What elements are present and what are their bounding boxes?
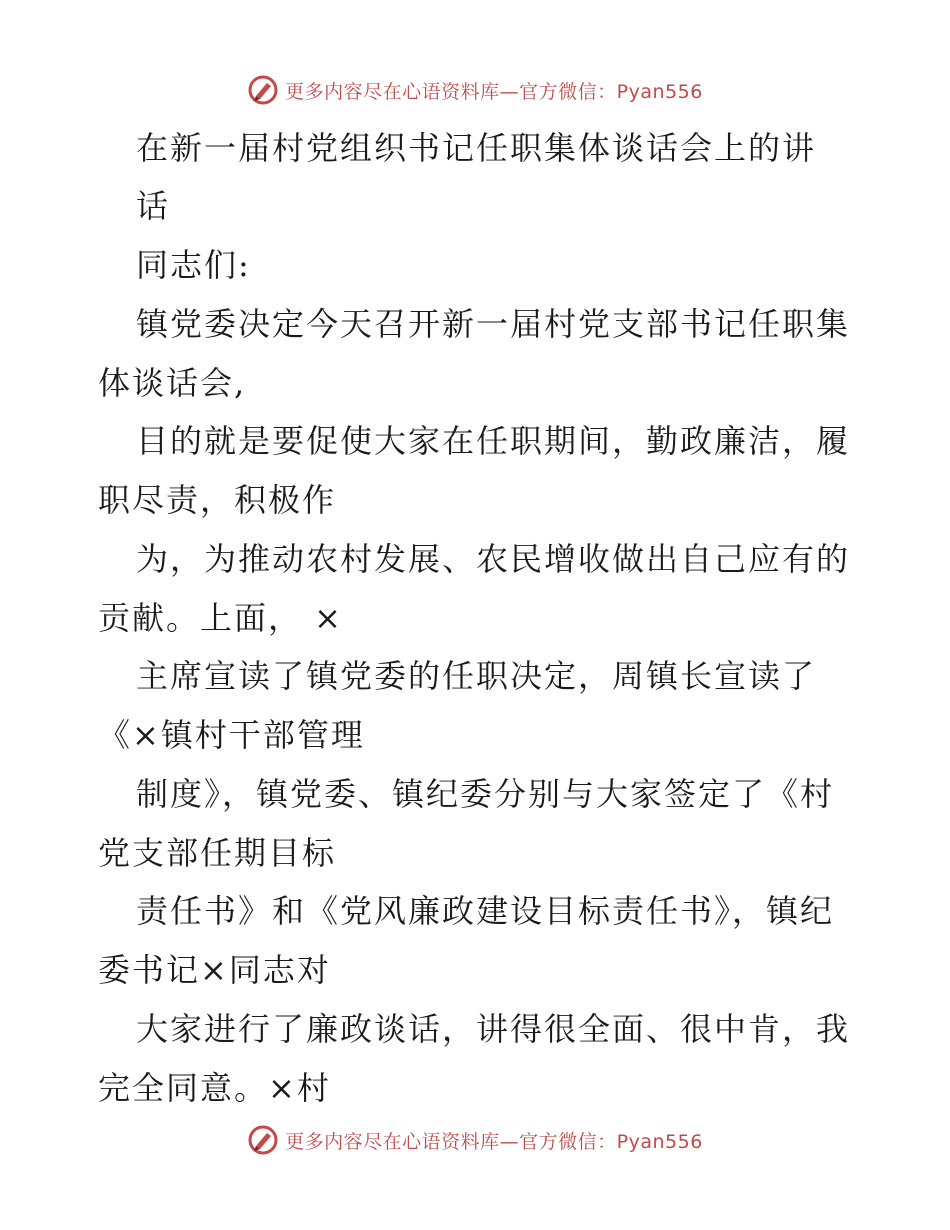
paragraph-line: 镇党委决定今天召开新一届村党支部书记任职集 (136, 305, 851, 343)
paragraph-line: 体谈话会, (98, 364, 247, 402)
pen-logo-icon (247, 1124, 279, 1156)
paragraph-line: 责任书》和《党风廉政建设目标责任书》，镇纪 (136, 892, 835, 930)
pen-logo-icon (247, 74, 279, 106)
paragraph-line: 职尽责，积极作 (98, 481, 337, 519)
paragraph-line: 党支部任期目标 (98, 834, 337, 872)
paragraph-line: 为，为推动农村发展、农民增收做出自己应有的 (136, 540, 851, 578)
footer-banner (0, 1120, 950, 1160)
paragraph-line: 目的就是要促使大家在任职期间，勤政廉洁，履 (136, 422, 851, 460)
header-banner (0, 70, 950, 110)
paragraph-line: 主席宣读了镇党委的任职决定，周镇长宣读了 (136, 657, 817, 695)
paragraph-line: 《×镇村干部管理 (98, 716, 365, 754)
footer-banner-text: 更多内容尽在心语资料库—官方微信：Pyan556 (285, 1130, 703, 1153)
title-line-1: 在新一届村党组织书记任职集体谈话会上的讲 (136, 129, 817, 167)
paragraph-line: 贡献。上面， × (98, 599, 343, 637)
title-line-2: 话 (136, 187, 171, 225)
paragraph-line: 大家进行了廉政谈话，讲得很全面、很中肯，我 (136, 1010, 851, 1048)
header-banner-text: 更多内容尽在心语资料库—官方微信：Pyan556 (285, 80, 703, 103)
salutation: 同志们: (136, 246, 251, 284)
paragraph-line: 委书记×同志对 (98, 951, 331, 989)
paragraph-line: 完全同意。×村 (98, 1069, 331, 1107)
paragraph-line: 制度》，镇党委、镇纪委分别与大家签定了《村 (136, 775, 835, 813)
